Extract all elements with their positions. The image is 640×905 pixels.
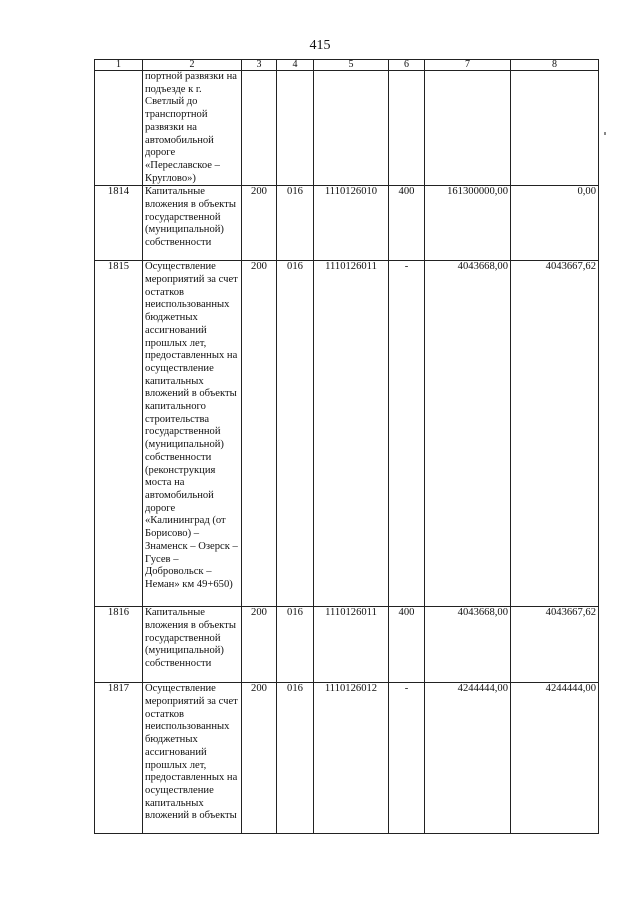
table-row bbox=[95, 261, 599, 607]
cell-amount-8: 4043667,62 bbox=[511, 261, 599, 607]
scan-speck bbox=[604, 132, 606, 135]
cell-col6: - bbox=[389, 683, 425, 834]
cell-amount-7: 4043668,00 bbox=[425, 607, 511, 683]
column-header-5: 5 bbox=[314, 60, 389, 71]
column-header-4: 4 bbox=[277, 60, 314, 71]
cell-col4: 016 bbox=[277, 261, 314, 607]
row-description: Капитальные вложения в объекты государственной (муниципальной) собственности bbox=[143, 607, 242, 683]
column-header-3: 3 bbox=[242, 60, 277, 71]
cell-amount-7: 4244444,00 bbox=[425, 683, 511, 834]
header-row bbox=[95, 60, 599, 71]
cell-col6: 400 bbox=[389, 607, 425, 683]
cell-amount-8 bbox=[511, 71, 599, 186]
cell-code: 1110126011 bbox=[314, 261, 389, 607]
column-header-6: 6 bbox=[389, 60, 425, 71]
table-row bbox=[95, 71, 599, 186]
cell-amount-7: 4043668,00 bbox=[425, 261, 511, 607]
row-number: 1816 bbox=[95, 607, 143, 683]
row-number bbox=[95, 71, 143, 186]
column-header-1: 1 bbox=[95, 60, 143, 71]
cell-col4 bbox=[277, 71, 314, 186]
cell-col6: - bbox=[389, 261, 425, 607]
cell-col4: 016 bbox=[277, 186, 314, 261]
cell-col3: 200 bbox=[242, 683, 277, 834]
cell-col3: 200 bbox=[242, 186, 277, 261]
row-description: Осуществление мероприятий за счет остатков неиспользованных бюджетных ассигнований прошлых лет, предоставленных на осуществление капитальных вложений в объекты капитального строительства государственной (муниципальной) собственности (реконструкция моста на автомобильной дороге «Калининград (от Борисово) – Знаменск – Озерск – Гусев – Добровольск – Неман» км 49+650) bbox=[143, 261, 242, 607]
row-description: Капитальные вложения в объекты государственной (муниципальной) собственности bbox=[143, 186, 242, 261]
row-number: 1815 bbox=[95, 261, 143, 607]
budget-table bbox=[94, 59, 599, 834]
row-description: Осуществление мероприятий за счет остатков неиспользованных бюджетных ассигнований прошлых лет, предоставленных на осуществление капитальных вложений в объекты bbox=[143, 683, 242, 834]
row-number: 1817 bbox=[95, 683, 143, 834]
column-header-2: 2 bbox=[143, 60, 242, 71]
cell-amount-7: 161300000,00 bbox=[425, 186, 511, 261]
cell-code: 1110126010 bbox=[314, 186, 389, 261]
cell-col4: 016 bbox=[277, 683, 314, 834]
table-row bbox=[95, 186, 599, 261]
row-description: портной развязки на подъезде к г. Светлый до транспортной развязки на автомобильной дороге «Переславское – Круглово») bbox=[143, 71, 242, 186]
cell-col3: 200 bbox=[242, 607, 277, 683]
column-header-7: 7 bbox=[425, 60, 511, 71]
cell-col6 bbox=[389, 71, 425, 186]
cell-col6: 400 bbox=[389, 186, 425, 261]
cell-code: 1110126011 bbox=[314, 607, 389, 683]
cell-amount-8: 0,00 bbox=[511, 186, 599, 261]
cell-amount-8: 4244444,00 bbox=[511, 683, 599, 834]
cell-col4: 016 bbox=[277, 607, 314, 683]
cell-col3 bbox=[242, 71, 277, 186]
cell-code: 1110126012 bbox=[314, 683, 389, 834]
cell-col3: 200 bbox=[242, 261, 277, 607]
column-header-8: 8 bbox=[511, 60, 599, 71]
table-row bbox=[95, 683, 599, 834]
page-number: 415 bbox=[309, 38, 331, 53]
row-number: 1814 bbox=[95, 186, 143, 261]
cell-amount-7 bbox=[425, 71, 511, 186]
table-row bbox=[95, 607, 599, 683]
cell-code bbox=[314, 71, 389, 186]
cell-amount-8: 4043667,62 bbox=[511, 607, 599, 683]
